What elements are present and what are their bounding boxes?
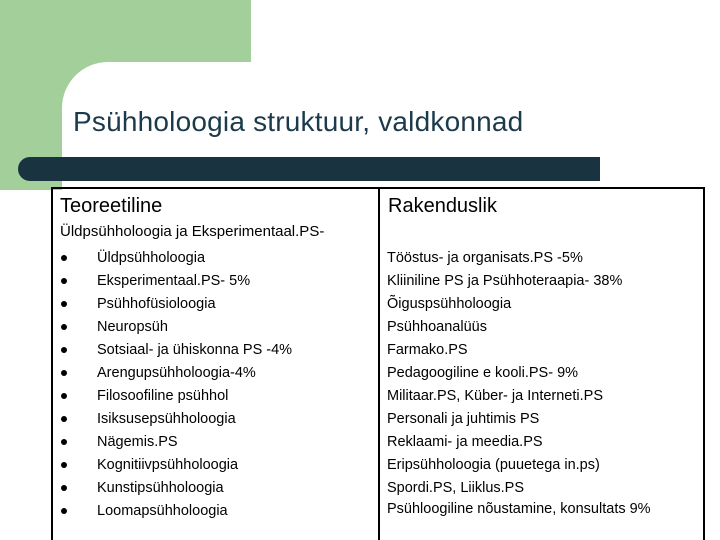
list-item: Personali ja juhtimis PS: [387, 411, 540, 427]
bullet-icon: [61, 301, 67, 307]
applied-list: [387, 247, 707, 518]
list-item: Eksperimentaal.PS- 5%: [60, 270, 292, 293]
list-item: Arengupsühholoogia-4%: [60, 362, 292, 385]
list-item: Isiksusepsühholoogia: [60, 408, 292, 431]
list-item: Neuropsüh: [60, 316, 292, 339]
list-item: Spordi.PS, Liiklus.PS: [387, 480, 525, 496]
list-item: Psühhofüsioloogia: [60, 293, 292, 316]
bullet-icon: [61, 416, 67, 422]
list-item: Pedagoogiline e kooli.PS- 9%: [387, 365, 579, 381]
list-item: Sotsiaal- ja ühiskonna PS -4%: [60, 339, 292, 362]
bullet-icon: [61, 370, 67, 376]
column-header-applied: Rakenduslik: [388, 195, 497, 217]
list-item: Farmako.PS: [387, 342, 468, 358]
bullet-icon: [61, 278, 67, 284]
column-header-theoretical: Teoreetiline: [60, 195, 163, 217]
column-divider: [378, 187, 380, 540]
bullet-icon: [61, 347, 67, 353]
list-item: Loomapsühholoogia: [60, 500, 292, 523]
list-item: Psühloogiline nõustamine, konsultats 9%: [387, 501, 651, 517]
list-item: Militaar.PS, Küber- ja Interneti.PS: [387, 388, 603, 404]
list-item: Õiguspsühholoogia: [387, 296, 512, 312]
list-item: Nägemis.PS: [60, 431, 292, 454]
list-item: Reklaami- ja meedia.PS: [387, 434, 543, 450]
list-item: Filosoofiline psühhol: [60, 385, 292, 408]
slide-title: Psühholoogia struktuur, valdkonnad: [73, 106, 524, 137]
bullet-icon: [61, 508, 67, 514]
bullet-icon: [61, 462, 67, 468]
bullet-icon: [61, 255, 67, 261]
title-underline-bar: [18, 157, 600, 181]
list-item: Psühhoanalüüs: [387, 319, 487, 335]
bullet-icon: [61, 324, 67, 330]
theoretical-list: [60, 247, 292, 523]
bullet-icon: [61, 439, 67, 445]
bullet-icon: [61, 485, 67, 491]
list-item: Üldpsühholoogia: [60, 247, 292, 270]
list-item: Tööstus- ja organisats.PS -5%: [387, 250, 583, 266]
list-item: Kunstipsühholoogia: [60, 477, 292, 500]
list-item: Eripsühholoogia (puuetega in.ps): [387, 457, 600, 473]
list-item: Kognitiivpsühholoogia: [60, 454, 292, 477]
list-item: Kliiniline PS ja Psühhoteraapia- 38%: [387, 273, 623, 289]
bullet-icon: [61, 393, 67, 399]
subheading: Üldpsühholoogia ja Eksperimentaal.PS-: [60, 223, 325, 240]
